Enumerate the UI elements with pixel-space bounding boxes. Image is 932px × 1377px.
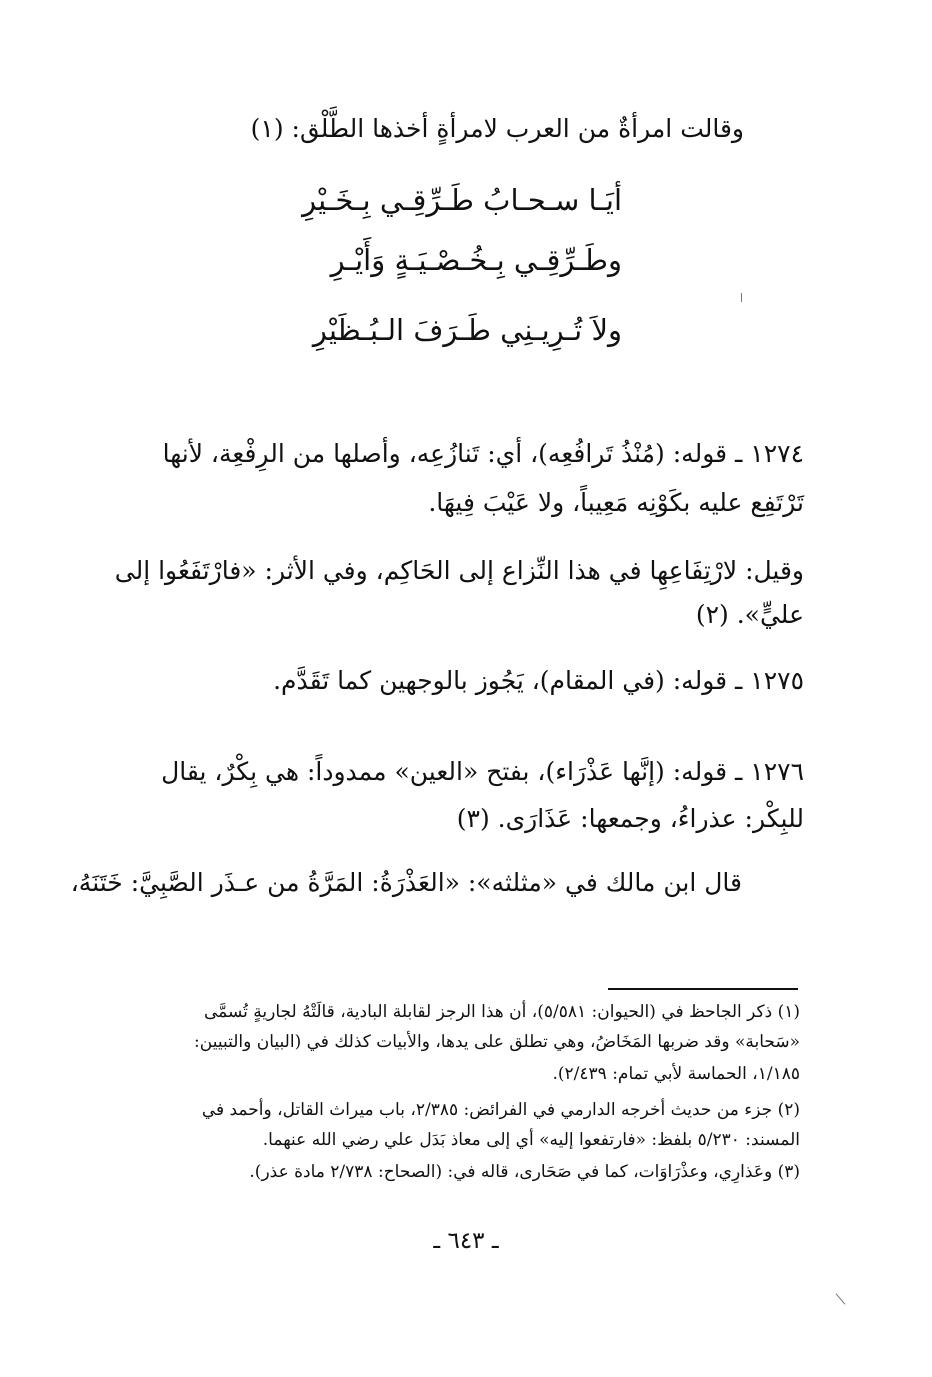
scan-mark bbox=[741, 293, 742, 302]
footnote-1-line-1: (١) ذكر الجاحظ في (الحيوان: ٥/٥٨١)، أن هذا الرجز لقابلة البادية، قالَتْهُ لجاريةٍ تُسمَّى bbox=[203, 1002, 800, 1022]
footnote-separator bbox=[608, 988, 798, 990]
qil-line-2: عليٍّ». (٢) bbox=[695, 600, 804, 629]
footnote-2-line-2: المسند: ٥/٢٣٠ بلفظ: «فارتفعوا إليه» أي إلى معاذ بَدَل علي رضي الله عنهما. bbox=[262, 1130, 800, 1150]
scan-mark bbox=[836, 1293, 846, 1304]
qil-line-1: وقيل: لارْتِفَاعِهِا في هذا النِّزاع إلى الحَاكِم، وفي الأثر: «فارْتَفَعُوا إلى bbox=[114, 556, 804, 585]
page-number: ـ ٦٤٣ ـ bbox=[433, 1228, 499, 1254]
footnote-2-line-1: (٢) جزء من حديث أخرجه الدارمي في الفرائض: ٢/٣٨٥، باب ميراث القاتل، وأحمد في bbox=[201, 1100, 800, 1120]
verse-line-2: وطَـرِّقِـي بِـخُـصْـيَـةٍ وَأَيْـرِ bbox=[330, 243, 622, 277]
verse-line-1: أيَـا سـحـابُ طَـرِّقِـي بِـخَـيْرِ bbox=[302, 183, 622, 217]
footnote-1-line-3: ١/١٨٥، الحماسة لأبي تمام: ٢/٤٣٩). bbox=[552, 1064, 800, 1084]
entry-1276-line-2: للبِكْر: عذراءُ، وجمعها: عَذَارَى. (٣) bbox=[456, 804, 804, 833]
entry-1274-line-2: تَرْتَفِع عليه بكَوْنِه مَعِيباً، ولا عَيْبَ فِيهَا. bbox=[428, 488, 804, 517]
footnote-1-line-2: «سَحابة» وقد ضربها المَخَاضُ، وهي تطلق على يدها، والأبيات كذلك في (البيان والتبيين: bbox=[194, 1032, 800, 1052]
intro-line: وقالت امرأةٌ من العرب لامرأةٍ أخذها الطَّلْق: (١) bbox=[250, 114, 744, 143]
ibn-malik-line: قال ابن مالك في «مثلثه»: «العَذْرَةُ: المَرَّةُ من عـذَر الصَّبِيَّ: خَتَنَهُ، bbox=[70, 868, 742, 897]
verse-line-3: ولاَ تُـرِيـنِي طَـرَفَ الـبُـظَيْرِ bbox=[312, 313, 622, 347]
entry-1275: ١٢٧٥ ـ قوله: (في المقام)، يَجُوز بالوجهين كما تَقَدَّم. bbox=[273, 666, 804, 695]
entry-1274-line-1: ١٢٧٤ ـ قوله: (مُنْذُ تَرافُعِه)، أي: تَنازُعِه، وأصلها من الرِفْعِة، لأنها bbox=[162, 439, 804, 468]
footnote-3-line-1: (٣) وعَذارِي، وعذْرَاوَات، كما في صَحَارى، قاله في: (الصحاح: ٢/٧٣٨ مادة عذر). bbox=[249, 1162, 800, 1182]
entry-1276-line-1: ١٢٧٦ ـ قوله: (إنَّها عَذْرَاء)، بفتح «العين» ممدوداً: هي بِكْرٌ، يقال bbox=[161, 757, 804, 786]
